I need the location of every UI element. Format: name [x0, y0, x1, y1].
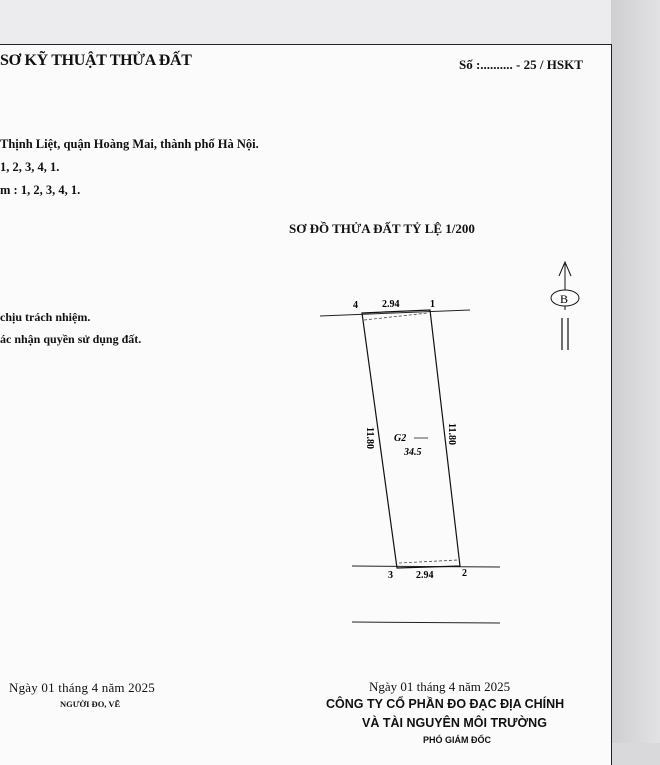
- signer-title: PHÓ GIÁM ĐỐC: [423, 735, 492, 745]
- map-title: SƠ ĐỒ THỬA ĐẤT TỶ LỆ 1/200: [289, 221, 475, 236]
- boundary-points-line-2: m : 1, 2, 3, 4, 1.: [0, 183, 81, 197]
- left-role: NGƯỜI ĐO, VẼ: [60, 699, 121, 709]
- north-arrow-icon: [551, 262, 579, 350]
- right-edge-length: 11.80: [446, 423, 457, 445]
- left-edge-length: 11.80: [364, 427, 375, 449]
- company-name-line2: VÀ TÀI NGUYÊN MÔI TRƯỜNG: [362, 716, 547, 730]
- point-1-label: 1: [430, 299, 435, 310]
- north-label: B: [560, 292, 569, 306]
- address-line: Thịnh Liệt, quận Hoàng Mai, thành phố Hà Nội.: [0, 137, 259, 151]
- boundary-points-line: 1, 2, 3, 4, 1.: [0, 160, 60, 174]
- parcel-label: G2: [394, 433, 407, 444]
- company-name-line1: CÔNG TY CỔ PHẦN ĐO ĐẠC ĐỊA CHÍNH: [326, 697, 565, 711]
- point-3-label: 3: [388, 570, 393, 581]
- note-land-rights: ác nhận quyền sử dụng đất.: [0, 332, 142, 346]
- parcel-outline: [362, 310, 460, 568]
- left-date: Ngày 01 tháng 4 năm 2025: [9, 680, 155, 695]
- note-responsibility: chịu trách nhiệm.: [0, 310, 91, 324]
- point-4-label: 4: [353, 300, 358, 311]
- bottom-dashed-edge: [399, 560, 458, 563]
- right-date: Ngày 01 tháng 4 năm 2025: [369, 679, 511, 694]
- top-road-line: [320, 310, 470, 316]
- point-2-label: 2: [462, 568, 467, 579]
- document-title: SƠ KỸ THUẬT THỬA ĐẤT: [0, 52, 192, 69]
- top-edge-length: 2.94: [382, 299, 400, 310]
- document-number: Số :.......... - 25 / HSKT: [459, 57, 583, 72]
- parcel-area: 34.5: [404, 447, 422, 458]
- bottom-edge-length: 2.94: [416, 570, 434, 581]
- lower-road-line: [352, 622, 500, 623]
